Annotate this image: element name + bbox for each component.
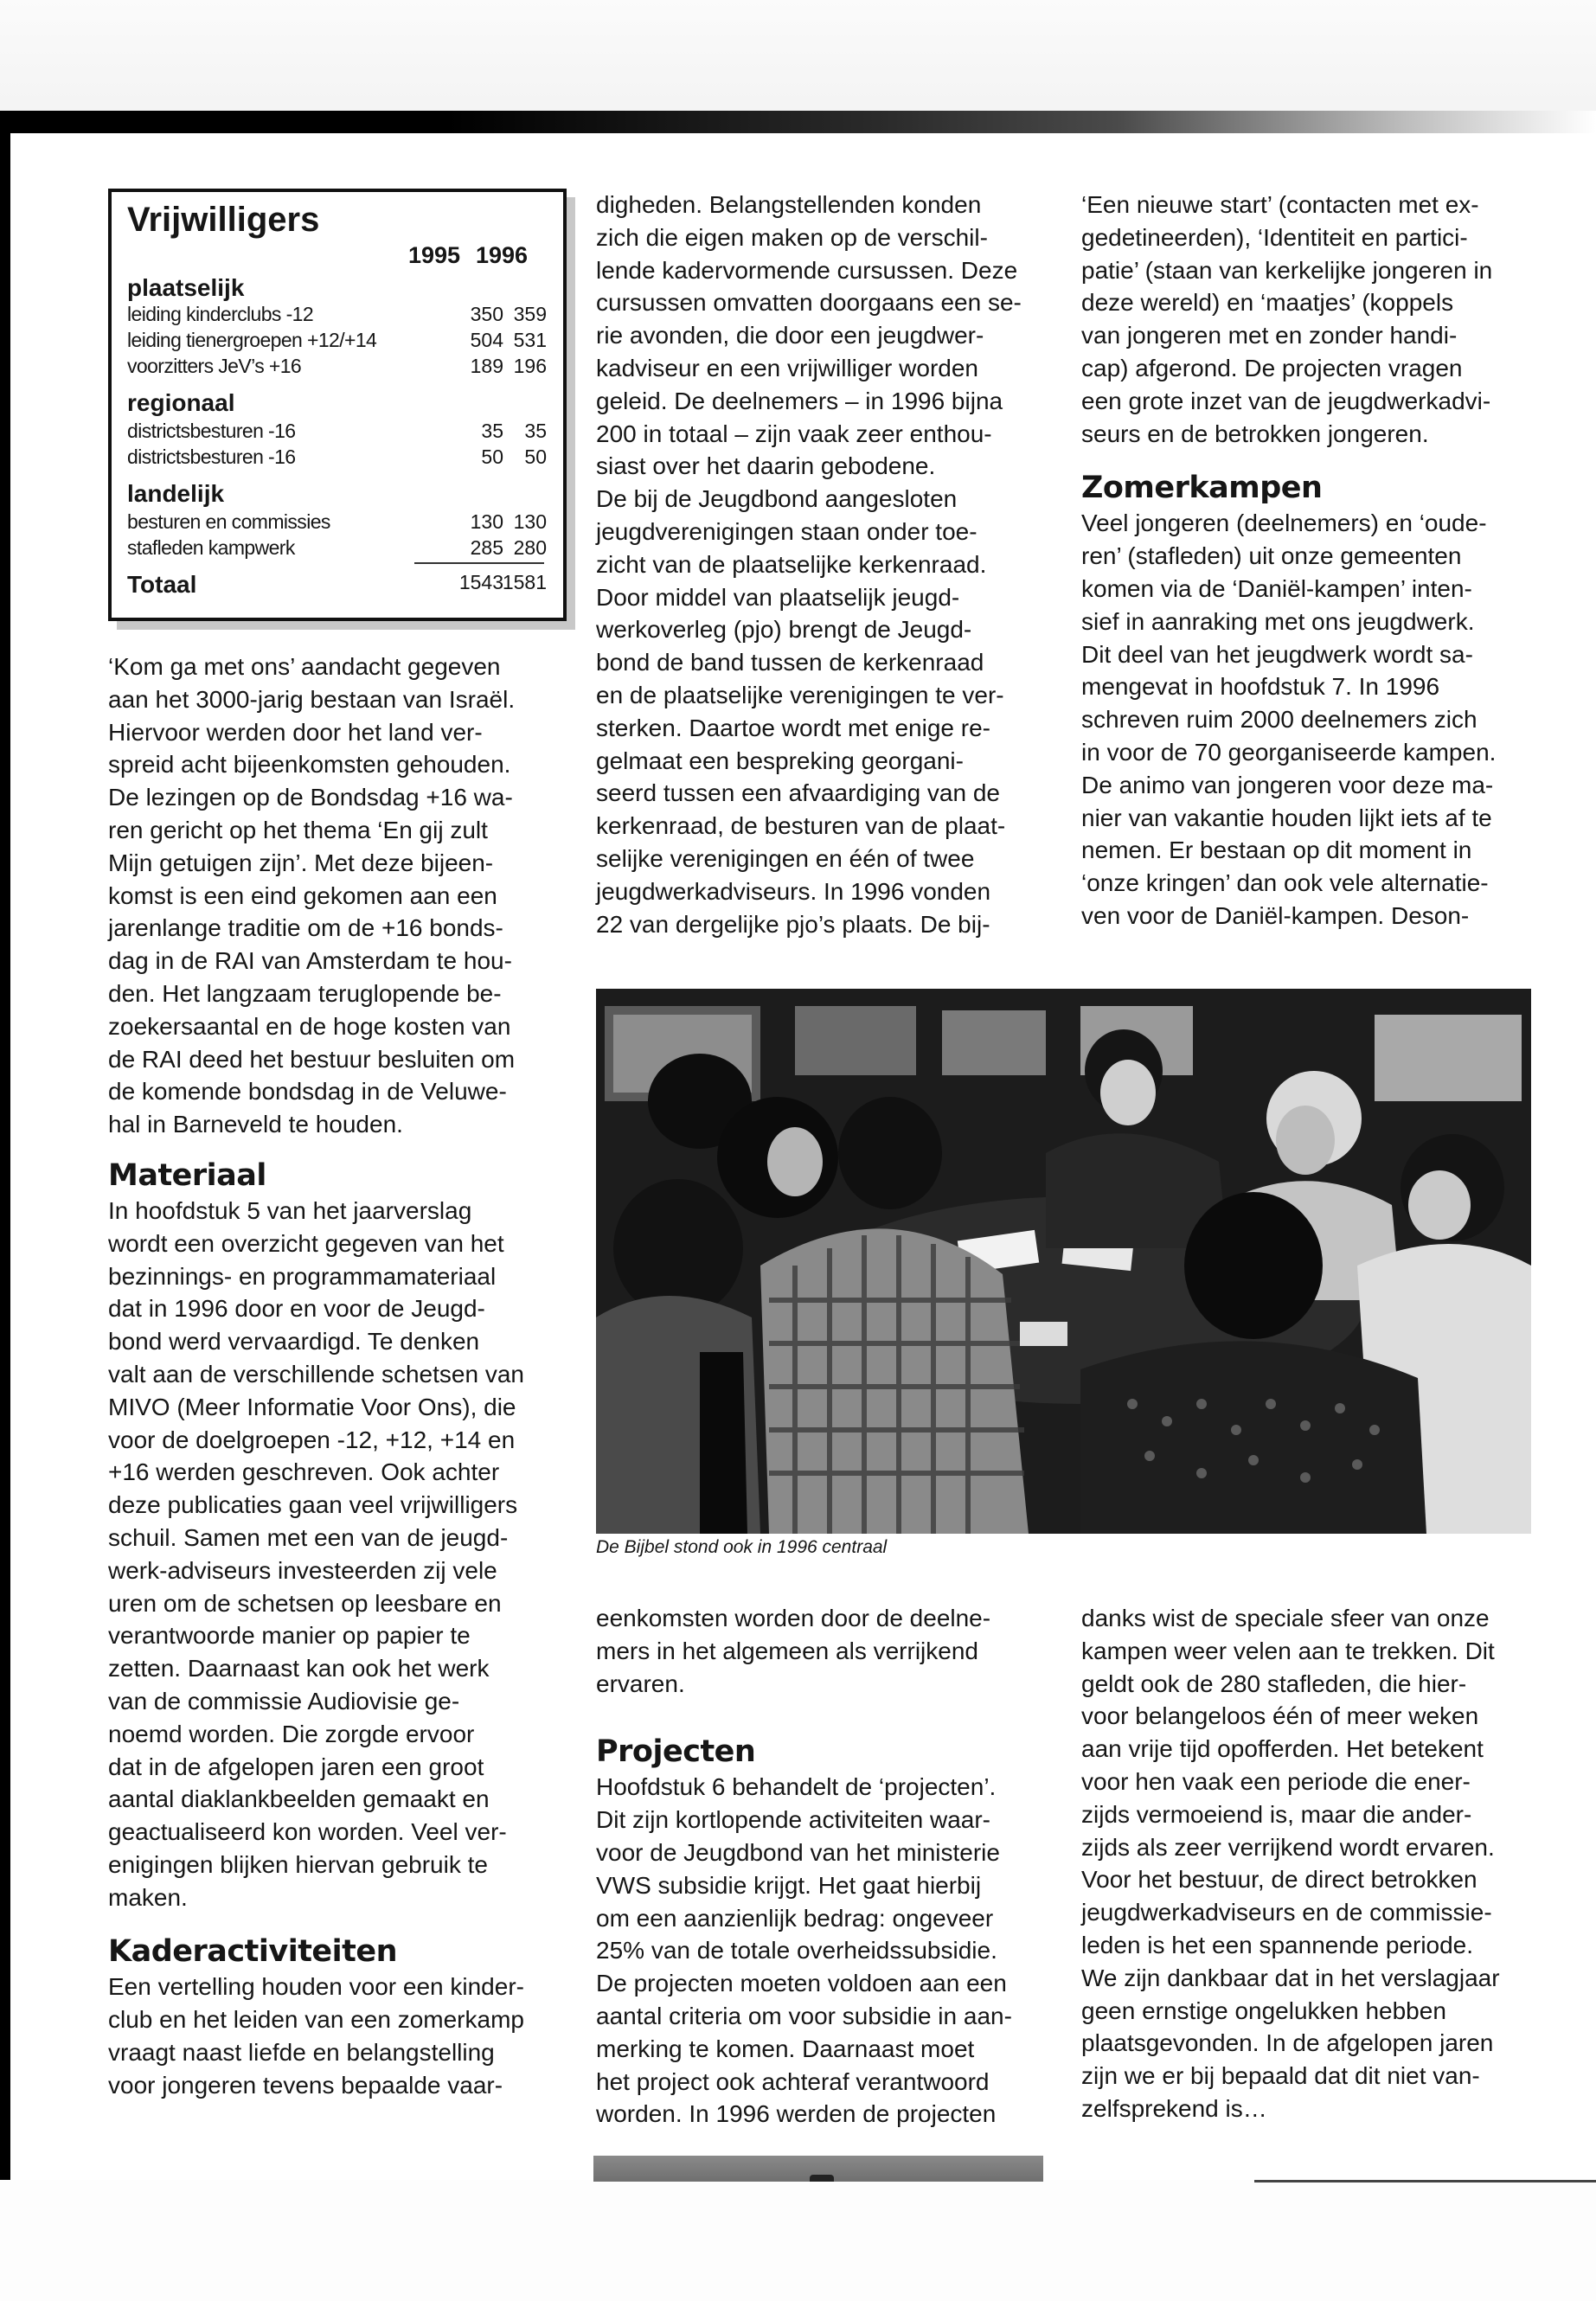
scan-margin-top: [0, 0, 1596, 119]
table-row: besturen en commissies 130 130: [127, 510, 547, 533]
col2-top-text: digheden. Belangstellenden konden zich die eigen maken op de verschil- lende kadervormende cursussen. Deze cursussen omvatten doorgaans een se- rie avonden, die door een jeugdwer- kadviseur en een vrijwilliger worden geleid. De deelnemers – in 1996 bijna 200 in totaal – zijn vaak zeer enthou- siast over het daarin gebodene. De bij de Jeugdbond aangesloten jeugdverenigingen staan onder toe- zicht van de plaatselijke kerkenraad. Door middel van plaatselijk jeugd- werkoverleg (pjo) brengt de Jeugd- bond de band tussen de kerkenraad en de plaatselijke verenigingen te ver- sterken. Daartoe wordt met enige re- gelmaat een bespreking georgani- seerd tussen een afvaardiging van de kerkenraad, de besturen van de plaat- selijke verenigingen en één of twee jeugdwerkadviseurs. In 1996 vonden 22 van dergelijke pjo’s plaats. De bij-: [596, 191, 1022, 938]
column-1: [108, 651, 567, 2102]
page-number-bar: [593, 2156, 1043, 2182]
volunteers-table: [108, 189, 567, 621]
col1-kader-text: Een vertelling houden voor een kinder- club en het leiden van een zomerkamp vraagt naast liefde en belangstelling voor jongeren tevens bepaalde vaar-: [108, 1973, 524, 2099]
col2-bottom-text: eenkomsten worden door de deelne- mers in het algemeen als verrijkend ervaren.: [596, 1605, 991, 1697]
table-row: leiding tienergroepen +12/+14 504 531: [127, 329, 547, 351]
scan-edge-band: [0, 111, 1596, 133]
column-2-bottom: [596, 1602, 1046, 2131]
table-section-plaatselijk: plaatselijk: [127, 274, 245, 301]
heading-projecten: Projecten: [596, 1734, 756, 1770]
scan-margin-bottom: [0, 2180, 1596, 2301]
column-2-top: [596, 189, 1046, 940]
table-row: districtsbesturen -16 35 35: [127, 420, 547, 442]
table-year-1995: 1995: [408, 242, 461, 268]
heading-materiaal: Materiaal: [108, 1157, 266, 1193]
group-discussion-photo: [596, 989, 1531, 1534]
scan-edge-line: [1254, 2180, 1596, 2182]
column-3-bottom: [1081, 1602, 1553, 2125]
photo-caption: De Bijbel stond ook in 1996 centraal: [596, 1537, 888, 1557]
col1-intro: ‘Kom ga met ons’ aandacht gegeven aan het 3000-jarig bestaan van Israël. Hiervoor werden door het land ver- spreid acht bijeenkomsten gehouden. De lezingen op de Bondsdag +16 wa- ren gericht op het thema ‘En gij zult Mijn getuigen zijn’. Met deze bijeen- komst is een eind gekomen aan een jarenlange traditie om de +16 bonds- dag in de RAI van Amsterdam te hou- den. Het langzaam teruglopende be- zoekersaantal en de hoge kosten van de RAI deed het bestuur besluiten om de komende bondsdag in de Veluwe- hal in Barneveld te houden.: [108, 653, 516, 1138]
col3-top-text: ‘Een nieuwe start’ (contacten met ex- gedetineerden), ‘Identiteit en partici- patie’ (staan van kerkelijke jongeren in deze wereld) en ‘maatjes’ (koppels van jongeren met en zonder handi- cap) afgerond. De projecten vragen een grote inzet van de jeugdwerkadvi- seurs en de betrokken jongeren.: [1081, 191, 1493, 447]
scan-edge-left: [0, 130, 10, 2197]
table-section-regionaal: regionaal: [127, 389, 235, 416]
table-total-rule: [414, 562, 544, 564]
table-total-row: Totaal 1543 1581: [127, 571, 547, 598]
col3-zomer-text: Veel jongeren (deelnemers) en ‘oude- ren’ (stafleden) uit onze gemeenten komen via de ‘Daniël-kampen’ inten- sief in aanraking met ons jeugdwerk. Dit deel van het jeugdwerk wordt sa- mengevat in hoofdstuk 7. In 1996 schreven ruim 2000 deelnemers zich in voor de 70 georganiseerde kampen. De animo van jongeren voor deze ma- nier van vakantie houden lijkt iets af te nemen. Er bestaan op dit moment in ‘onze kringen’ dan ook vele alternatie- ven voor de Daniël-kampen. Deson-: [1081, 510, 1497, 929]
heading-kaderactiviteiten: Kaderactiviteiten: [108, 1934, 398, 1970]
col1-materiaal-text: In hoofdstuk 5 van het jaarverslag wordt een overzicht gegeven van het bezinnings- en programmamateriaal dat in 1996 door en voor de Jeugd- bond werd vervaardigd. Te denken valt aan de verschillende schetsen van MIVO (Meer Informatie Voor Ons), die voor de doelgroepen -12, +12, +14 en +16 werden geschreven. Ook achter deze publicaties gaan veel vrijwilligers schuil. Samen met een van de jeugd- werk-adviseurs investeerden zij vele uren om de schetsen op leesbare en verantwoorde manier op papier te zetten. Daarnaast kan ook het werk van de commissie Audiovisie ge- noemd worden. Die zorgde ervoor dat in de afgelopen jaren een groot aantal diaklankbeelden gemaakt en geactualiseerd kon worden. Veel ver- enigingen blijken hiervan gebruik te maken.: [108, 1196, 524, 1911]
table-year-1996: 1996: [476, 242, 529, 268]
heading-zomerkampen: Zomerkampen: [1081, 471, 1323, 506]
table-section-landelijk: landelijk: [127, 480, 225, 507]
table-row: voorzitters JeV’s +16 189 196: [127, 355, 547, 377]
column-3-top: [1081, 189, 1553, 933]
table-title: Vrijwilligers: [127, 201, 320, 239]
table-row: districtsbesturen -16 50 50: [127, 445, 547, 468]
table-row: stafleden kampwerk 285 280: [127, 536, 547, 559]
photo-illustration: [596, 989, 1531, 1534]
col2-projecten-text: Hoofdstuk 6 behandelt de ‘projecten’. Dit zijn kortlopende activiteiten waar- voor de Jeugdbond van het ministerie VWS subsidie krijgt. Het gaat hierbij om een aanzienlijk bedrag: ongeveer 25% van de totale overheidssubsidie. De projecten moeten voldoen aan een aantal criteria om voor subsidie in aan- merking te komen. Daarnaast moet het project ook achteraf verantwoord worden. In 1996 werden de projecten: [596, 1773, 1012, 2128]
page-number-mark: [810, 2175, 834, 2182]
col3-bottom-text: danks wist de speciale sfeer van onze kampen weer velen aan te trekken. Dit geldt ook de 280 stafleden, die hier- voor belangeloos één of meer weken aan vrije tijd opofferden. Het betekent voor hen vaak een periode die ener- zijds vermoeiend is, maar die ander- zijds als zeer verrijkend wordt ervaren. Voor het bestuur, de direct betrokken jeugdwerkadviseurs en de commissie- leden is het een spannende periode. We zijn dankbaar dat in het verslagjaar geen ernstige ongelukken hebben plaatsgevonden. In de afgelopen jaren zijn we er bij bepaald dat dit niet van- zelfsprekend is…: [1081, 1605, 1500, 2122]
table-row: leiding kinderclubs -12 350 359: [127, 303, 547, 325]
